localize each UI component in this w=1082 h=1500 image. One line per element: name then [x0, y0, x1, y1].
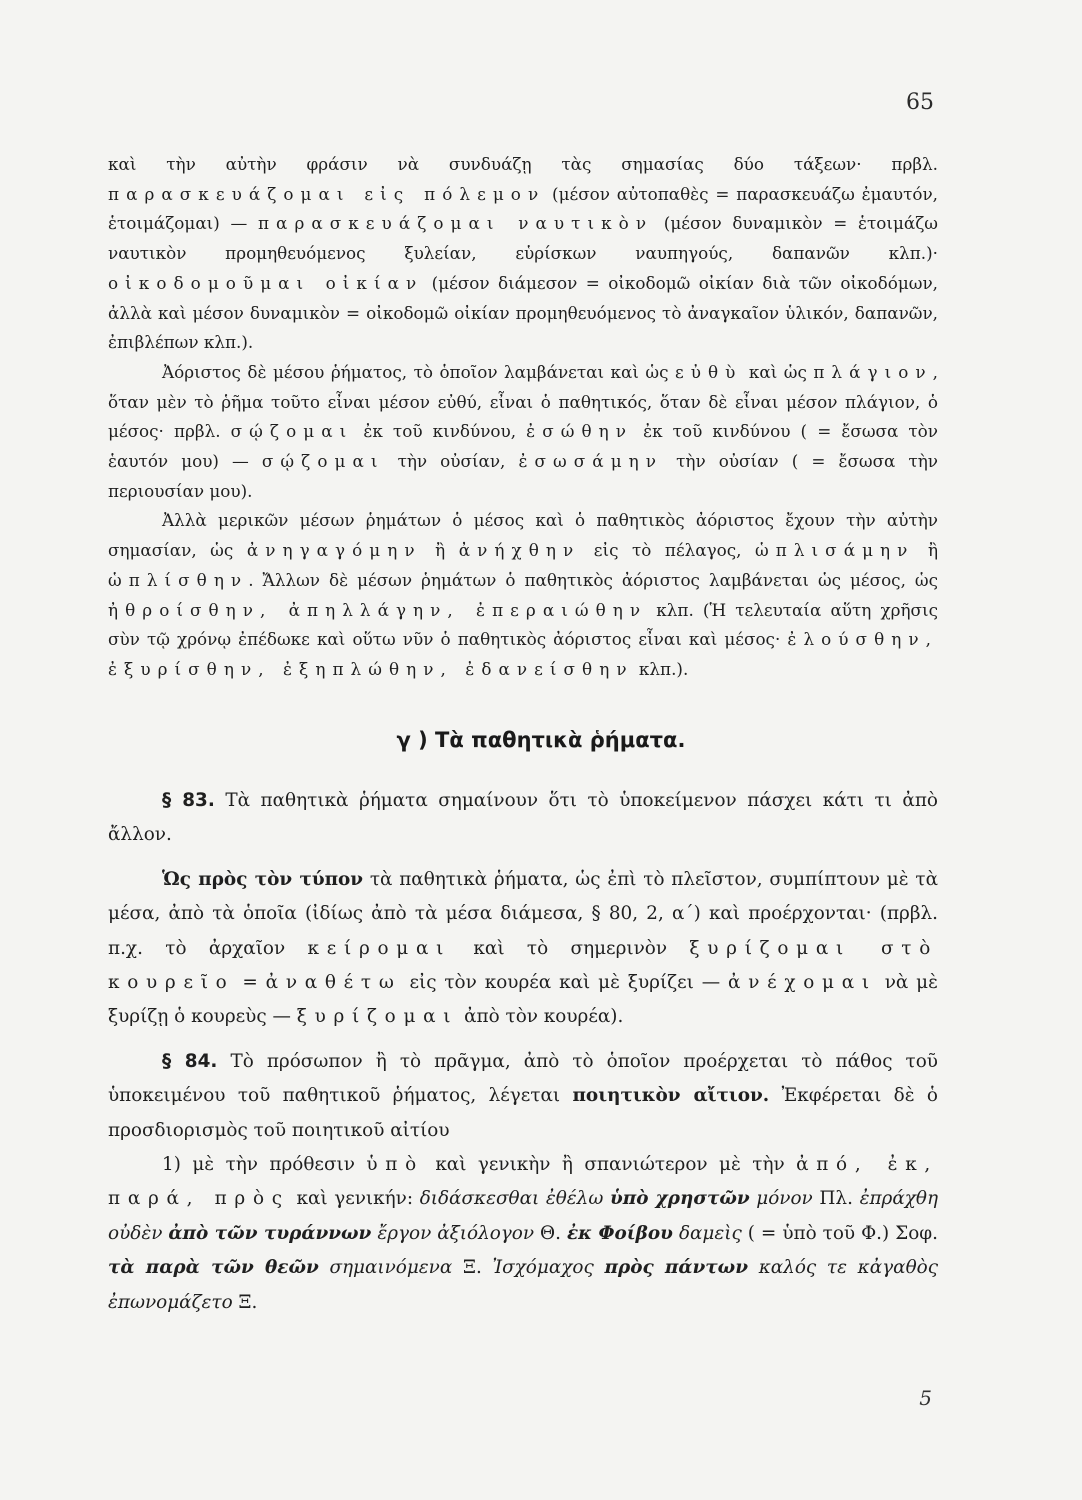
paragraph-form: Ὡς πρὸς τὸν τύπον τὰ παθητικὰ ῥήματα, ὡς ἐπὶ τὸ πλεῖστον, συμπίπτουν μὲ τὰ μέσα, ἀπὸ τὰ ὁποῖα (ἰδίως ἀπὸ τὰ μέσα διάμεσα, § 80, 2, α΄) καὶ προέρχονται· (πρβλ. π.χ. τὸ ἀρχαῖον κείρομαι καὶ τὸ σημερινὸν ξυρίζομαι στὸ κουρεῖο = ἀναθέτω εἰς τὸν κουρέα καὶ μὲ ξυρίζει — ἀνέχομαι νὰ μὲ ξυρίζῃ ὁ κουρεὺς — ξυρίζομαι ἀπὸ τὸν κουρέα).: [108, 868, 938, 1028]
bold-italic-quote: ὑπὸ χρηστῶν: [609, 1188, 750, 1210]
bold-italic-quote: ἀπὸ τῶν τυράννων: [168, 1222, 372, 1244]
paragraph-section-84: § 84. Τὸ πρόσωπον ἢ τὸ πρᾶγμα, ἀπὸ τὸ ὁποῖον προέρχεται τὸ πάθος τοῦ ὑποκειμένου τοῦ παθητικοῦ ῥήματος, λέγεται ποιητικὸν αἴτιον. Ἐκφέρεται δὲ ὁ προσδιορισμὸς τοῦ ποιητικοῦ αἰτίου: [108, 1050, 938, 1141]
paragraph-aorist-middle-verb: Ἀόριστος δὲ μέσου ῥήματος, τὸ ὁποῖον λαμβάνεται καὶ ὡς εὐθὺ καὶ ὡς πλάγιον, ὅταν μὲν τὸ ῥῆμα τοῦτο εἶναι μέσον εὐθύ, εἶναι ὁ παθητικός, ὅταν δὲ εἶναι μέσον πλάγιον, ὁ μέσος· πρβλ. σῴζομαι ἐκ τοῦ κινδύνου, ἐσώθην ἐκ τοῦ κινδύνου ( = ἔσωσα τὸν ἑαυτόν μου) — σῴζομαι τὴν οὐσίαν, ἐσωσάμην τὴν οὐσίαν ( = ἔσωσα τὴν περιουσίαν μου).: [108, 361, 939, 501]
spaced-example: ἀπό, ἐκ, παρά, πρὸς: [108, 1154, 938, 1210]
spaced-example: πλάγιον: [813, 361, 933, 382]
italic-quote: ἐπράχθη οὐδὲν: [108, 1188, 938, 1244]
intro-text-block: [108, 150, 938, 685]
passive-verbs-text-block: [108, 784, 938, 1320]
italic-quote: διδάσκεσθαι ἐθέλω: [419, 1188, 604, 1210]
spaced-example: σῴζομαι: [261, 451, 385, 472]
spaced-example: ἀνέχομαι: [728, 972, 877, 994]
section-heading: γ ) Τὰ παθητικὰ ῥήματα.: [396, 728, 686, 752]
spaced-example: ὡπλισάμην: [755, 540, 915, 561]
italic-quote: σημαινόμενα: [329, 1257, 453, 1279]
bold-italic-quote: τὰ παρὰ τῶν θεῶν: [108, 1257, 319, 1279]
spaced-example: ὑπὸ: [366, 1154, 424, 1176]
spaced-example: κείρομαι: [307, 937, 452, 959]
spaced-example: οἰκοδομοῦμαι οἰκίαν: [108, 272, 424, 293]
spaced-example: ξυρίζομαι στὸ κουρεῖο: [108, 937, 938, 994]
spaced-example: ἠθροίσθην, ἀπηλλάγην, ἐπεραιώθην: [108, 599, 648, 620]
signature-mark: 5: [919, 1386, 932, 1410]
paragraph-preposition-rule: 1) μὲ τὴν πρόθεσιν ὑπὸ καὶ γενικὴν ἢ σπανιώτερον μὲ τὴν ἀπό, ἐκ, παρά, πρὸς καὶ γενικήν: διδάσκεσθαι ἐθέλω ὑπὸ χρηστῶν μόνον Πλ. ἐπράχθη οὐδὲν ἀπὸ τῶν τυράννων ἔργον ἀξιόλογον Θ. ἐκ Φοίβου δαμεὶς ( = ὑπὸ τοῦ Φ.) Σοφ. τὰ παρὰ τῶν θεῶν σημαινόμενα Ξ. Ἰσχόμαχος πρὸς πάντων καλός τε κἀγαθὸς ἐπωνομάζετο Ξ.: [108, 1154, 939, 1313]
spaced-example: σῴζομαι: [230, 421, 354, 442]
spaced-example: ὡπλίσθην: [108, 569, 249, 590]
page-number: 65: [906, 90, 934, 115]
italic-quote: μόνον: [756, 1188, 813, 1210]
spaced-example: ἀνήχθην: [458, 540, 581, 561]
spaced-example: ξυρίζομαι: [296, 1006, 459, 1028]
spaced-example: ἐσωσάμην: [518, 451, 664, 472]
spaced-example: εὐθὺ: [674, 361, 743, 382]
spaced-example: ἀναθέτω: [265, 972, 402, 994]
spaced-example: παρασκευάζομαι ναυτικὸν: [257, 213, 654, 234]
italic-quote: ἔργον ἀξιόλογον: [377, 1222, 535, 1244]
paragraph-section-83: § 83. Τὰ παθητικὰ ῥήματα σημαίνουν ὅτι τὸ ὑποκείμενον πάσχει κάτι τι ἀπὸ ἄλλον.: [108, 790, 938, 846]
spaced-example: ἐσώθην: [526, 421, 633, 442]
bold-term: ποιητικὸν αἴτιον.: [572, 1085, 770, 1107]
spaced-example: παρασκευάζομαι εἰς πόλεμον: [108, 183, 546, 204]
section-number: § 83.: [162, 790, 215, 811]
paragraph-same-meaning-aorists: Ἀλλὰ μερικῶν μέσων ῥημάτων ὁ μέσος καὶ ὁ παθητικὸς ἀόριστος ἔχουν τὴν αὐτὴν σημασίαν, ὡς ἀνηγαγόμην ἢ ἀνήχθην εἰς τὸ πέλαγος, ὡπλισάμην ἢ ὡπλίσθην. Ἄλλων δὲ μέσων ῥημάτων ὁ παθητικὸς ἀόριστος λαμβάνεται ὡς μέσος, ὡς ἠθροίσθην, ἀπηλλάγην, ἐπεραιώθην κλπ. (Ἡ τελευταία αὕτη χρῆσις σὺν τῷ χρόνῳ ἐπέδωκε καὶ οὕτω νῦν ὁ παθητικὸς ἀόριστος εἶναι καὶ μέσος· ἐλούσθην, ἐξυρίσθην, ἐξηπλώθην, ἐδανείσθην κλπ.).: [108, 510, 939, 679]
section-number: § 84.: [162, 1050, 218, 1072]
bold-italic-quote: πρὸς πάντων: [604, 1257, 748, 1279]
italic-quote: Ἰσχόμαχος: [492, 1257, 594, 1279]
italic-quote: δαμεὶς: [678, 1222, 742, 1244]
italic-quote: καλός τε κἀγαθὸς ἐπωνομάζετο: [108, 1257, 939, 1313]
spaced-example: ἐλούσθην, ἐξυρίσθην, ἐξηπλώθην, ἐδανείσθην: [108, 629, 938, 679]
spaced-example: ἀνηγαγόμην: [246, 540, 422, 561]
paragraph-middle-voice-combination: καὶ τὴν αὐτὴν φράσιν νὰ συνδυάζῃ τὰς σημασίας δύο τάξεων· πρβλ. παρασκευάζομαι εἰς πόλεμον (μέσον αὐτοπαθὲς = παρασκευάζω ἐμαυτόν, ἑτοιμάζομαι) — παρασκευάζομαι ναυτικὸν (μέσον δυναμικὸν = ἑτοιμάζω ναυτικὸν προμηθευόμενος ξυλείαν, εὑρίσκων ναυπηγούς, δαπανῶν κλπ.)· οἰκοδομοῦμαι οἰκίαν (μέσον διάμεσον = οἰκοδομῶ οἰκίαν διὰ τῶν οἰκοδόμων, ἀλλὰ καὶ μέσον δυναμικὸν = οἰκοδομῶ οἰκίαν προμηθευόμενος τὸ ἀναγκαῖον ὑλικόν, δαπανῶν, ἐπιβλέπων κλπ.).: [108, 154, 939, 353]
bold-italic-quote: ἐκ Φοίβου: [566, 1222, 673, 1244]
bold-term: Ὡς πρὸς τὸν τύπον: [162, 868, 364, 890]
